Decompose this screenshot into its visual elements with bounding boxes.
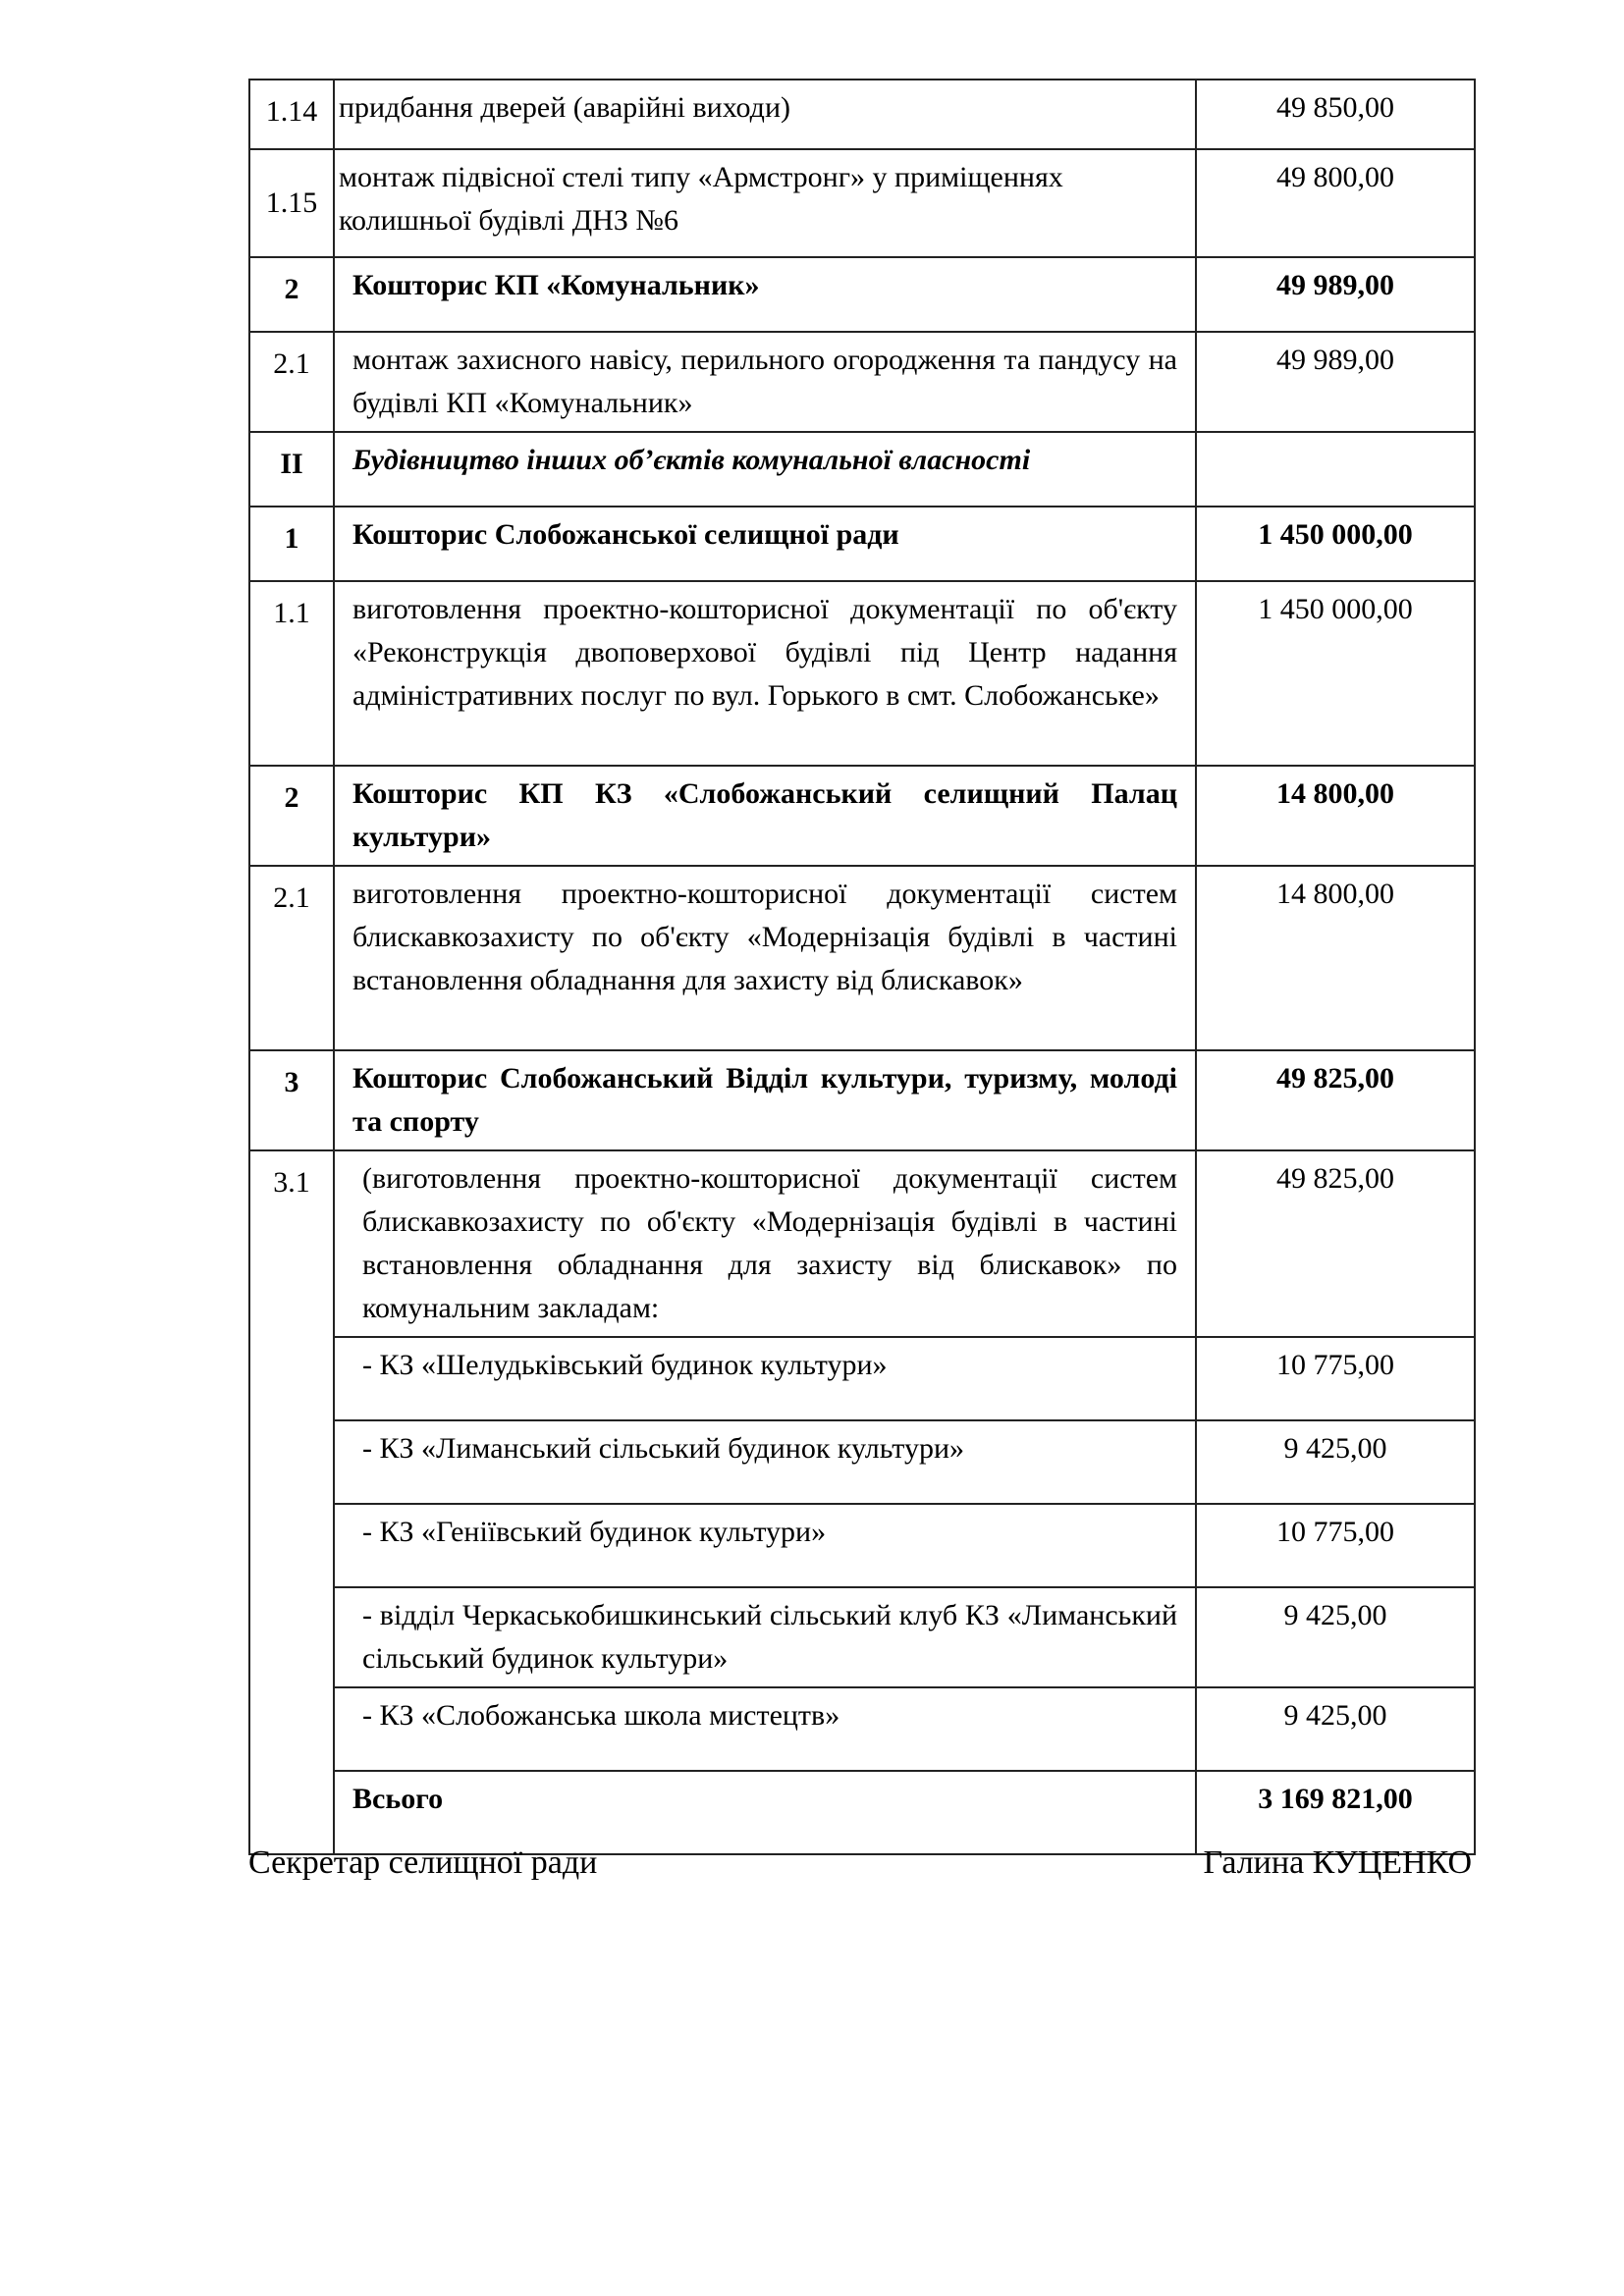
row-number: 1.14 bbox=[249, 80, 334, 149]
row-description: Кошторис КП «Комунальник» bbox=[352, 269, 760, 301]
row-amount: 49 989,00 bbox=[1196, 332, 1475, 432]
signature-block bbox=[248, 1842, 1472, 1885]
row-description: (виготовлення проектно-кошторисної документації систем блискавкозахисту по об'єкту «Модернізація будівлі в частині встановлення обладнання для захисту від блискавок» по комунальним закладам: bbox=[362, 1162, 1177, 1324]
row-amount: 49 825,00 bbox=[1196, 1050, 1475, 1150]
row-description: Кошторис Слобожанської селищної ради bbox=[352, 518, 899, 551]
row-amount: 9 425,00 bbox=[1196, 1587, 1475, 1687]
row-amount: 49 825,00 bbox=[1196, 1150, 1475, 1337]
row-description: Кошторис Слобожанський Відділ культури, туризму, молоді та спорту bbox=[352, 1062, 1177, 1138]
row-amount: 49 850,00 bbox=[1196, 80, 1475, 149]
table-row bbox=[249, 332, 1475, 432]
row-number: 1 bbox=[249, 507, 334, 581]
row-description: - КЗ «Геніївський будинок культури» bbox=[362, 1516, 827, 1548]
table-row bbox=[249, 1587, 1475, 1687]
total-label: Всього bbox=[352, 1783, 444, 1815]
row-number: 2 bbox=[249, 257, 334, 332]
signatory-name: Галина КУЦЕНКО bbox=[1203, 1844, 1472, 1881]
table-row bbox=[249, 1337, 1475, 1420]
row-description: придбання дверей (аварійні виходи) bbox=[339, 91, 790, 124]
table-row bbox=[249, 581, 1475, 766]
table-row bbox=[249, 507, 1475, 581]
row-number: ІІ bbox=[249, 432, 334, 507]
table-row bbox=[249, 766, 1475, 866]
signatory-position: Секретар селищної ради bbox=[248, 1844, 598, 1881]
row-amount: 1 450 000,00 bbox=[1196, 507, 1475, 581]
row-description: - КЗ «Лиманський сільський будинок культури» bbox=[362, 1432, 965, 1465]
row-description: монтаж захисного навісу, перильного огородження та пандусу на будівлі КП «Комунальник» bbox=[352, 344, 1177, 419]
row-amount: 14 800,00 bbox=[1196, 766, 1475, 866]
table-row bbox=[249, 866, 1475, 1050]
row-amount: 1 450 000,00 bbox=[1196, 581, 1475, 766]
table-row bbox=[249, 80, 1475, 149]
row-number: 2.1 bbox=[249, 866, 334, 1050]
section-heading: Будівництво інших об’єктів комунальної власності bbox=[352, 444, 1031, 476]
row-description: монтаж підвісної стелі типу «Армстронг» у приміщеннях колишньої будівлі ДНЗ №6 bbox=[339, 161, 1063, 237]
table-row bbox=[249, 1504, 1475, 1587]
row-amount: 10 775,00 bbox=[1196, 1504, 1475, 1587]
row-description: виготовлення проектно-кошторисної документації по об'єкту «Реконструкція двоповерхової будівлі під Центр надання адміністративних послуг по вул. Горького в смт. Слобожанське» bbox=[352, 593, 1177, 712]
row-amount: 10 775,00 bbox=[1196, 1337, 1475, 1420]
total-amount: 3 169 821,00 bbox=[1196, 1771, 1475, 1854]
row-description: - відділ Черкаськобишкинський сільський клуб КЗ «Лиманський сільський будинок культури» bbox=[362, 1599, 1177, 1675]
table-row bbox=[249, 257, 1475, 332]
row-amount: 14 800,00 bbox=[1196, 866, 1475, 1050]
table-row bbox=[249, 432, 1475, 507]
row-amount: 9 425,00 bbox=[1196, 1687, 1475, 1771]
table-row bbox=[249, 1150, 1475, 1337]
row-number: 3 bbox=[249, 1050, 334, 1150]
table-row bbox=[249, 149, 1475, 257]
row-description: Кошторис КП КЗ «Слобожанський селищний Палац культури» bbox=[352, 777, 1177, 853]
table-row bbox=[249, 1687, 1475, 1771]
row-number: 2 bbox=[249, 766, 334, 866]
table-row bbox=[249, 1050, 1475, 1150]
row-description: виготовлення проектно-кошторисної документації систем блискавкозахисту по об'єкту «Модернізація будівлі в частині встановлення обладнання для захисту від блискавок» bbox=[352, 878, 1177, 996]
row-number: 1.1 bbox=[249, 581, 334, 766]
row-description: - КЗ «Шелудьківський будинок культури» bbox=[362, 1349, 888, 1381]
row-amount: 49 800,00 bbox=[1196, 149, 1475, 257]
row-amount: 49 989,00 bbox=[1196, 257, 1475, 332]
row-amount bbox=[1196, 432, 1475, 507]
budget-table bbox=[248, 79, 1476, 1855]
row-number: 3.1 bbox=[249, 1150, 334, 1854]
row-amount: 9 425,00 bbox=[1196, 1420, 1475, 1504]
row-number: 1.15 bbox=[249, 149, 334, 257]
row-number: 2.1 bbox=[249, 332, 334, 432]
row-description: - КЗ «Слобожанська школа мистецтв» bbox=[362, 1699, 840, 1732]
table-row bbox=[249, 1420, 1475, 1504]
